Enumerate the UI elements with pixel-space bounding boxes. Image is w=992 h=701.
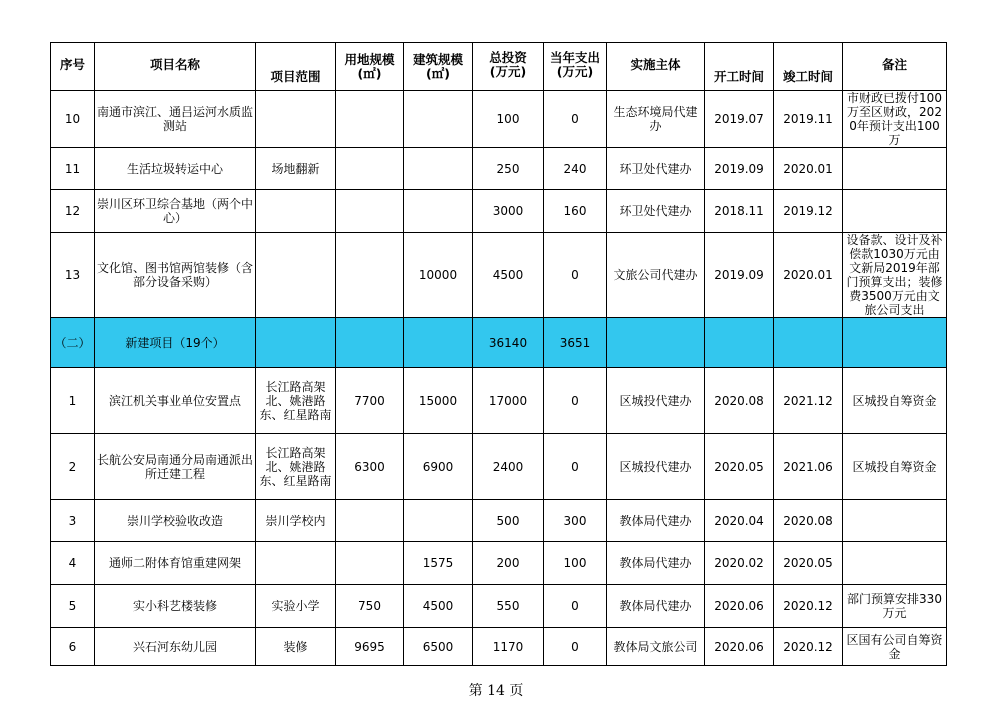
cell-name: 文化馆、图书馆两馆装修（含部分设备采购） [95,233,256,318]
cell-entity: 教体局文旅公司 [607,628,705,666]
cell-seq: 11 [51,148,95,190]
cell-scope: 长江路高架北、姚港路东、红星路南 [256,434,336,500]
table-row [51,434,947,500]
table-row [51,148,947,190]
cell-total: 200 [473,542,544,585]
cell-start: 2020.05 [705,434,774,500]
cell-seq: 4 [51,542,95,585]
cell-end: 2020.08 [774,500,843,542]
header-start: 开工时间 [705,43,774,91]
cell-seq: 2 [51,434,95,500]
header-total: 总投资 (万元) [473,43,544,91]
cell-entity: 生态环境局代建办 [607,91,705,148]
cell-entity: 环卫处代建办 [607,148,705,190]
cell-end: 2020.01 [774,148,843,190]
cell-name: 崇川学校验收改造 [95,500,256,542]
header-year: 当年支出 (万元) [544,43,607,91]
cell-seq: 6 [51,628,95,666]
project-table [50,42,947,666]
cell-end: 2020.12 [774,628,843,666]
cell-remark [843,148,947,190]
header-scope: 项目范围 [256,43,336,91]
header-entity: 实施主体 [607,43,705,91]
cell-seq: 13 [51,233,95,318]
section-cell [404,318,473,368]
cell-build [404,500,473,542]
cell-seq: 3 [51,500,95,542]
cell-year: 100 [544,542,607,585]
cell-scope [256,233,336,318]
cell-remark [843,500,947,542]
cell-end: 2019.12 [774,190,843,233]
table-row [51,628,947,666]
section-cell [336,318,404,368]
header-build: 建筑规模 (㎡) [404,43,473,91]
cell-build: 15000 [404,368,473,434]
header-end: 竣工时间 [774,43,843,91]
cell-name: 滨江机关事业单位安置点 [95,368,256,434]
cell-build: 4500 [404,585,473,628]
cell-remark: 设备款、设计及补偿款1030万元由文新局2019年部门预算支出；装修费3500万元由文旅公司支出 [843,233,947,318]
section-cell [843,318,947,368]
cell-total: 500 [473,500,544,542]
cell-land [336,500,404,542]
cell-year: 240 [544,148,607,190]
cell-total: 4500 [473,233,544,318]
cell-entity: 教体局代建办 [607,585,705,628]
cell-total: 1170 [473,628,544,666]
cell-land: 7700 [336,368,404,434]
cell-remark: 区城投自筹资金 [843,368,947,434]
cell-remark: 市财政已拨付100万至区财政，2020年预计支出100万 [843,91,947,148]
cell-build: 1575 [404,542,473,585]
table-row [51,585,947,628]
cell-entity: 区城投代建办 [607,368,705,434]
cell-seq: 1 [51,368,95,434]
cell-scope: 崇川学校内 [256,500,336,542]
cell-entity: 教体局代建办 [607,500,705,542]
table-row [51,542,947,585]
cell-scope [256,190,336,233]
cell-name: 生活垃圾转运中心 [95,148,256,190]
page-number: 第 14 页 [468,683,524,699]
section-total: 36140 [473,318,544,368]
cell-year: 0 [544,233,607,318]
cell-name: 实小科艺楼装修 [95,585,256,628]
cell-land [336,542,404,585]
cell-name: 兴石河东幼儿园 [95,628,256,666]
cell-land: 6300 [336,434,404,500]
cell-seq: 5 [51,585,95,628]
header-remark: 备注 [843,43,947,91]
cell-total: 250 [473,148,544,190]
cell-remark [843,542,947,585]
cell-build [404,148,473,190]
cell-build: 10000 [404,233,473,318]
cell-year: 0 [544,628,607,666]
cell-total: 17000 [473,368,544,434]
cell-start: 2020.06 [705,585,774,628]
cell-entity: 文旅公司代建办 [607,233,705,318]
cell-scope: 实验小学 [256,585,336,628]
cell-scope: 装修 [256,628,336,666]
section-cell [774,318,843,368]
cell-year: 0 [544,434,607,500]
cell-name: 崇川区环卫综合基地（两个中心） [95,190,256,233]
cell-start: 2020.02 [705,542,774,585]
section-seq: （二） [51,318,95,368]
cell-land [336,190,404,233]
cell-land [336,233,404,318]
cell-total: 3000 [473,190,544,233]
cell-remark: 区城投自筹资金 [843,434,947,500]
cell-entity: 区城投代建办 [607,434,705,500]
cell-end: 2020.01 [774,233,843,318]
cell-year: 0 [544,91,607,148]
section-cell [256,318,336,368]
cell-remark [843,190,947,233]
cell-start: 2019.07 [705,91,774,148]
cell-entity: 教体局代建办 [607,542,705,585]
table-row [51,233,947,318]
table-row [51,368,947,434]
cell-build: 6900 [404,434,473,500]
cell-start: 2020.08 [705,368,774,434]
cell-build [404,190,473,233]
section-cell [607,318,705,368]
header-row [51,43,947,91]
cell-scope [256,91,336,148]
cell-year: 160 [544,190,607,233]
cell-entity: 环卫处代建办 [607,190,705,233]
cell-total: 550 [473,585,544,628]
section-title: 新建项目（19个） [95,318,256,368]
cell-end: 2021.12 [774,368,843,434]
cell-total: 2400 [473,434,544,500]
cell-remark: 区国有公司自筹资金 [843,628,947,666]
cell-seq: 12 [51,190,95,233]
cell-seq: 10 [51,91,95,148]
cell-end: 2019.11 [774,91,843,148]
table-row [51,190,947,233]
cell-name: 长航公安局南通分局南通派出所迁建工程 [95,434,256,500]
section-cell [705,318,774,368]
cell-year: 0 [544,585,607,628]
header-seq: 序号 [51,43,95,91]
cell-land [336,148,404,190]
table-row [51,500,947,542]
cell-start: 2019.09 [705,233,774,318]
cell-total: 100 [473,91,544,148]
cell-start: 2018.11 [705,190,774,233]
cell-name: 通师二附体育馆重建网架 [95,542,256,585]
cell-build [404,91,473,148]
cell-scope: 长江路高架北、姚港路东、红星路南 [256,368,336,434]
cell-name: 南通市滨江、通吕运河水质监测站 [95,91,256,148]
cell-start: 2019.09 [705,148,774,190]
cell-scope: 场地翻新 [256,148,336,190]
cell-land [336,91,404,148]
cell-scope [256,542,336,585]
cell-end: 2020.05 [774,542,843,585]
cell-remark: 部门预算安排330万元 [843,585,947,628]
header-name: 项目名称 [95,43,256,91]
table-row [51,91,947,148]
cell-land: 9695 [336,628,404,666]
cell-start: 2020.06 [705,628,774,666]
section-year: 3651 [544,318,607,368]
cell-end: 2020.12 [774,585,843,628]
cell-year: 0 [544,368,607,434]
cell-year: 300 [544,500,607,542]
cell-land: 750 [336,585,404,628]
cell-end: 2021.06 [774,434,843,500]
cell-start: 2020.04 [705,500,774,542]
header-land: 用地规模 (㎡) [336,43,404,91]
section-row [51,318,947,368]
cell-build: 6500 [404,628,473,666]
